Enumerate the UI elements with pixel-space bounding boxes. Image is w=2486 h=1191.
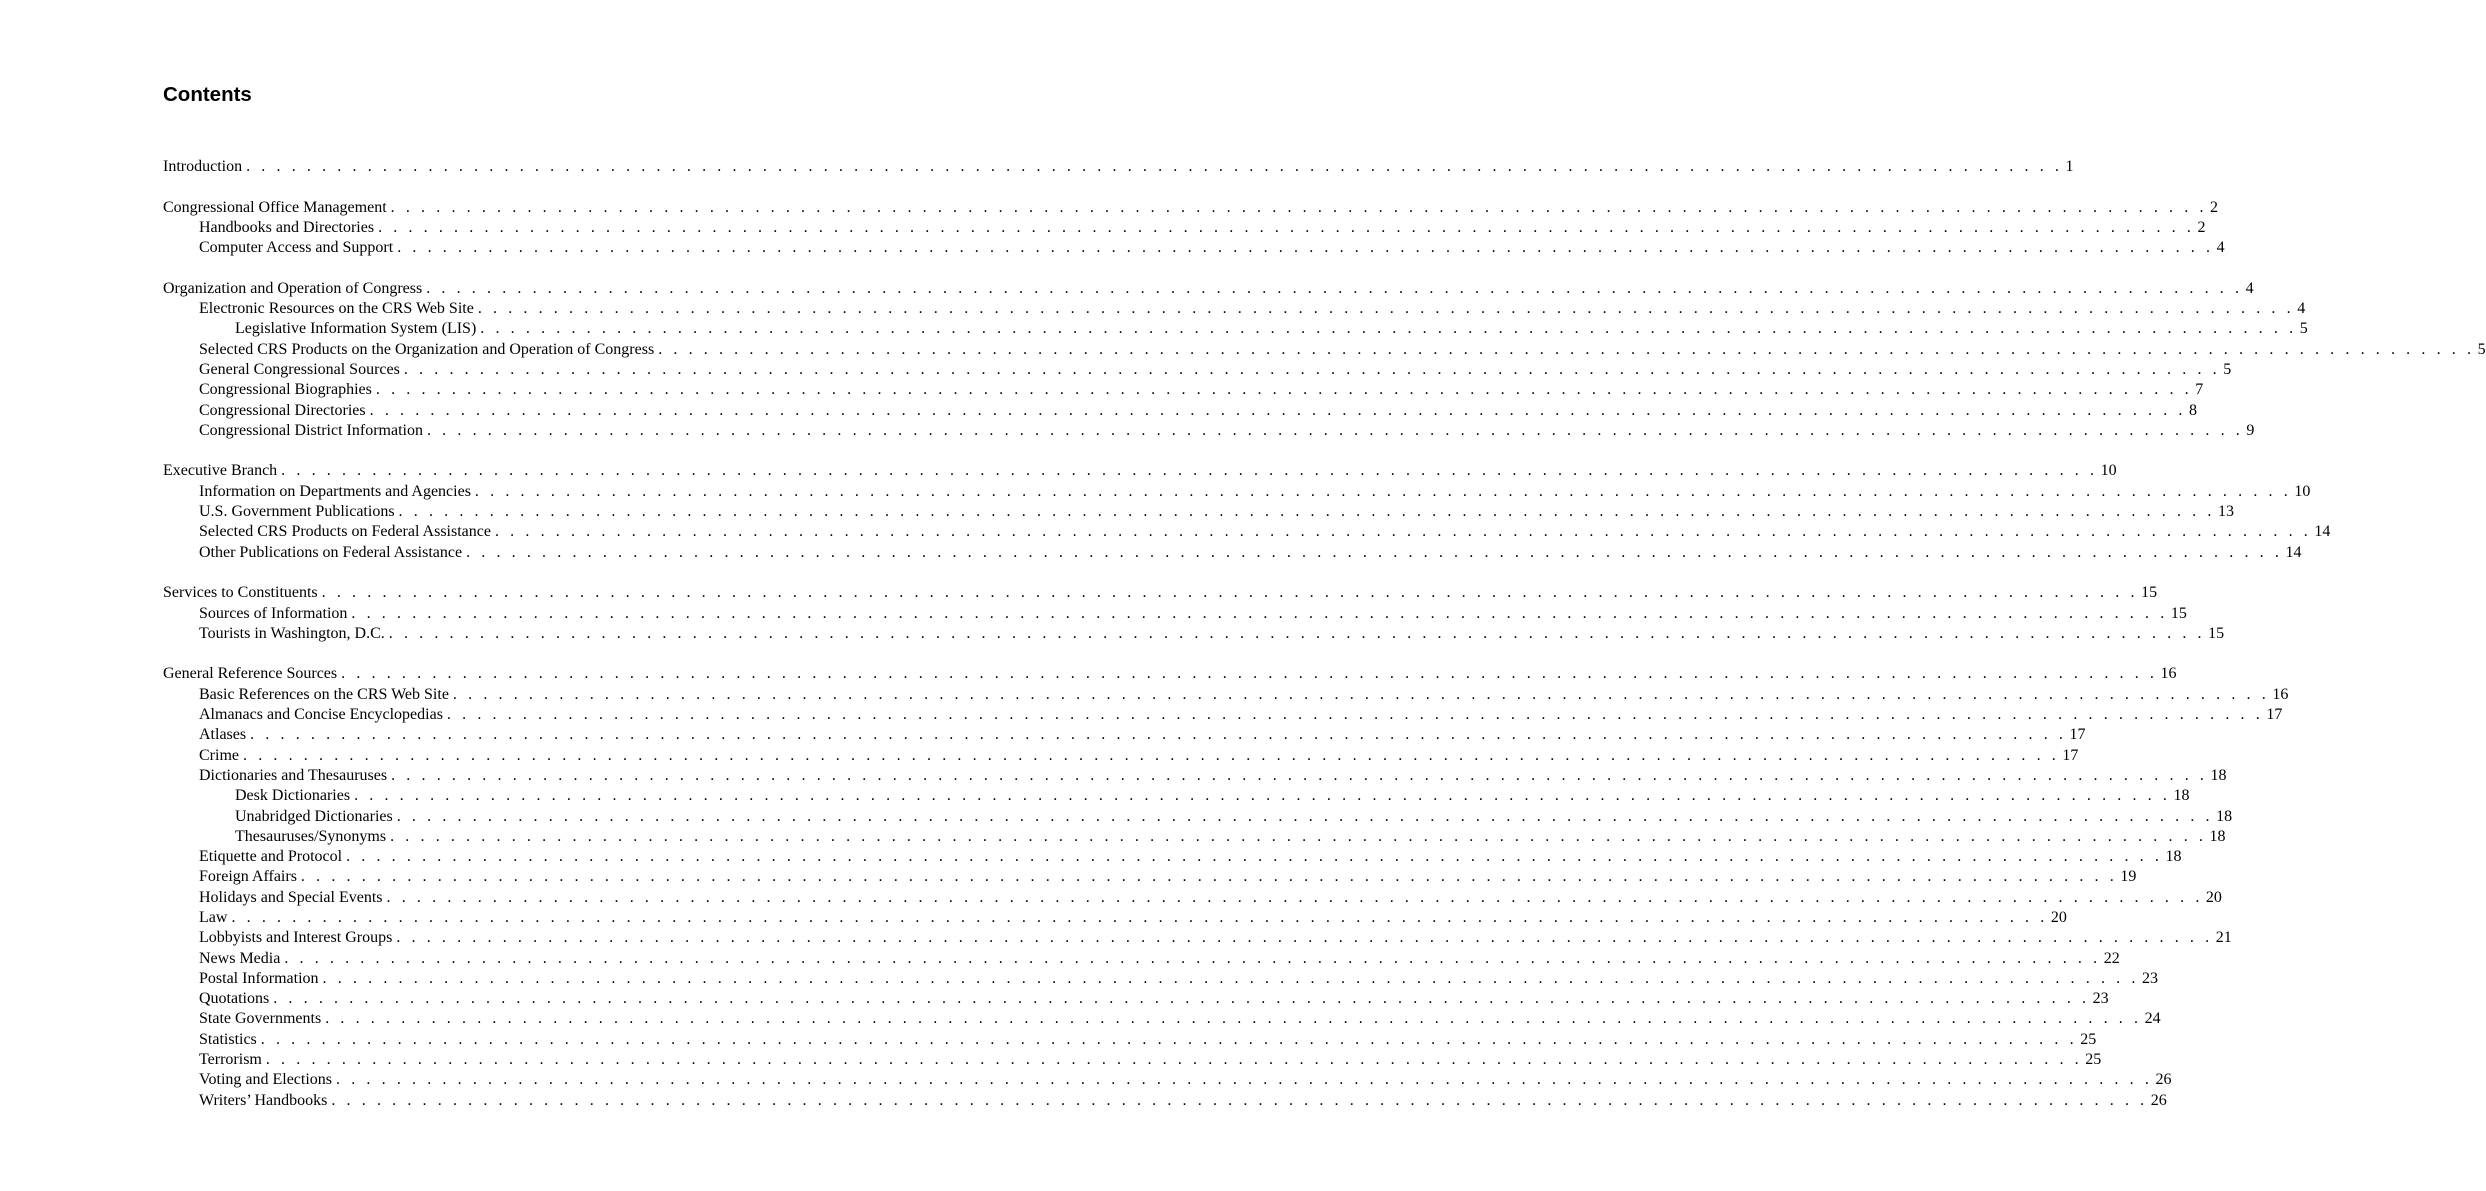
toc-entry[interactable] <box>163 1050 2102 1070</box>
toc-entry-page-number: 5 <box>2299 320 2308 338</box>
toc-entry-label: General Congressional Sources <box>199 360 400 378</box>
toc-entry-page-number: 7 <box>2195 381 2204 399</box>
dot-leader: . . . . . . . . . . . . . . . . . . . . . . . . . . . . . . . . . . . . . . . . . . . . . . . . . . . . . . . . . . . . . . . . . . . . . . . . . . . . . . . . . . . . . . . . . . . . . . . . . . . . . . . . . . . . . . . . . . . . . . . . <box>396 807 2214 825</box>
toc-entry-page-number: 25 <box>2085 1051 2102 1069</box>
toc-entry-page-number: 16 <box>2160 665 2177 683</box>
toc-entry[interactable] <box>163 583 2158 603</box>
dot-leader: . . . . . . . . . . . . . . . . . . . . . . . . . . . . . . . . . . . . . . . . . . . . . . . . . . . . . . . . . . . . . . . . . . . . . . . . . . . . . . . . . . . . . . . . . . . . . . . . . . . . . . . . . . . . . . . . . . . . . . . . <box>426 279 2243 297</box>
toc-entry-page-number: 18 <box>2165 848 2182 866</box>
toc-entry-label: Desk Dictionaries <box>235 787 351 805</box>
toc-entry[interactable] <box>163 908 2067 928</box>
dot-leader: . . . . . . . . . . . . . . . . . . . . . . . . . . . . . . . . . . . . . . . . . . . . . . . . . . . . . . . . . . . . . . . . . . . . . . . . . . . . . . . . . . . . . . . . . . . . . . . . . . . . . . . . . . . . . . . . . . . . . . . . <box>273 990 2090 1008</box>
dot-leader: . . . . . . . . . . . . . . . . . . . . . . . . . . . . . . . . . . . . . . . . . . . . . . . . . . . . . . . . . . . . . . . . . . . . . . . . . . . . . . . . . . . . . . . . . . . . . . . . . . . . . . . . . . . . . . . . . . . . . . . . <box>354 787 2171 805</box>
toc-entry-label: News Media <box>199 949 281 967</box>
toc-entry-label: Quotations <box>199 990 270 1008</box>
toc-entry-label: Introduction <box>163 158 243 175</box>
toc-entry-label: Services to Constituents <box>163 584 318 602</box>
toc-entry-label: General Reference Sources <box>163 665 338 683</box>
toc-entry-label: Congressional Biographies <box>199 381 372 399</box>
toc-entry-page-number: 19 <box>2120 868 2137 886</box>
dot-leader: . . . . . . . . . . . . . . . . . . . . . . . . . . . . . . . . . . . . . . . . . . . . . . . . . . . . . . . . . . . . . . . . . . . . . . . . . . . . . . . . . . . . . . . . . . . . . . . . . . . . . . . . . . . . . . . . . . . . . . . . <box>351 604 2168 622</box>
toc-entry[interactable] <box>163 888 2222 908</box>
dot-leader: . . . . . . . . . . . . . . . . . . . . . . . . . . . . . . . . . . . . . . . . . . . . . . . . . . . . . . . . . . . . . . . . . . . . . . . . . . . . . . . . . . . . . . . . . . . . . . . . . . . . . . . . . . . . . . . . . . . . . . . . <box>386 888 2203 906</box>
toc-entry[interactable] <box>163 604 2187 624</box>
toc-entry[interactable] <box>163 786 2190 806</box>
toc-entry[interactable] <box>163 827 2226 847</box>
toc-entry-label: Congressional District Information <box>199 421 423 439</box>
toc-entry[interactable] <box>163 705 2283 725</box>
dot-leader: . . . . . . . . . . . . . . . . . . . . . . . . . . . . . . . . . . . . . . . . . . . . . . . . . . . . . . . . . . . . . . . . . . . . . . . . . . . . . . . . . . . . . . . . . . . . . . . . . . . . . . . . . . . . . . . . . . . . . . . . <box>388 624 2206 642</box>
toc-entry[interactable] <box>163 502 2234 522</box>
contents-page <box>163 82 2486 1111</box>
toc-entry-label: Selected CRS Products on Federal Assistance <box>199 523 491 541</box>
toc-entry[interactable] <box>163 624 2225 644</box>
toc-entry-label: Etiquette and Protocol <box>199 848 343 866</box>
toc-entry-page-number: 9 <box>2246 421 2255 439</box>
toc-entry[interactable] <box>163 746 2079 766</box>
toc-entry-label: Atlases <box>199 726 247 744</box>
dot-leader: . . . . . . . . . . . . . . . . . . . . . . . . . . . . . . . . . . . . . . . . . . . . . . . . . . . . . . . . . . . . . . . . . . . . . . . . . . . . . . . . . . . . . . . . . . . . . . . . . . . . . . . . . . . . . . . . . . . . . . . . <box>390 198 2208 216</box>
toc-entry-label: Electronic Resources on the CRS Web Site <box>199 300 474 318</box>
toc-entry[interactable] <box>163 543 2302 563</box>
toc-entry[interactable] <box>163 847 2182 867</box>
toc-entry-page-number: 26 <box>2150 1091 2167 1109</box>
toc-entry[interactable] <box>163 664 2177 684</box>
toc-entry-page-number: 23 <box>2092 990 2109 1008</box>
toc-entry-page-number: 10 <box>2294 482 2311 500</box>
toc-entry-page-number: 2 <box>2210 198 2219 216</box>
dot-leader: . . . . . . . . . . . . . . . . . . . . . . . . . . . . . . . . . . . . . . . . . . . . . . . . . . . . . . . . . . . . . . . . . . . . . . . . . . . . . . . . . . . . . . . . . . . . . . . . . . . . . . . . . . . . . . . . . . . . . . . . <box>397 239 2214 257</box>
dot-leader: . . . . . . . . . . . . . . . . . . . . . . . . . . . . . . . . . . . . . . . . . . . . . . . . . . . . . . . . . . . . . . . . . . . . . . . . . . . . . . . . . . . . . . . . . . . . . . . . . . . . . . . . . . . . . . . . . . . . . . . . <box>403 360 2221 378</box>
dot-leader: . . . . . . . . . . . . . . . . . . . . . . . . . . . . . . . . . . . . . . . . . . . . . . . . . . . . . . . . . . . . . . . . . . . . . . . . . . . . . . . . . . . . . . . . . . . . . . . . . . . . . . . . . . . . . . . . . . . . . . . . <box>426 421 2244 439</box>
toc-entry-label: Computer Access and Support <box>199 239 394 257</box>
toc-entry-page-number: 1 <box>2065 158 2074 175</box>
dot-leader: . . . . . . . . . . . . . . . . . . . . . . . . . . . . . . . . . . . . . . . . . . . . . . . . . . . . . . . . . . . . . . . . . . . . . . . . . . . . . . . . . . . . . . . . . . . . . . . . . . . . . . . . . . . . . . . . . . . . . . . . <box>390 827 2207 845</box>
toc-entry[interactable] <box>163 766 2227 786</box>
toc-entry[interactable] <box>163 340 2486 360</box>
toc-entry[interactable] <box>163 421 2255 441</box>
table-of-contents <box>163 157 2486 1111</box>
toc-entry[interactable] <box>163 1009 2161 1029</box>
dot-leader: . . . . . . . . . . . . . . . . . . . . . . . . . . . . . . . . . . . . . . . . . . . . . . . . . . . . . . . . . . . . . . . . . . . . . . . . . . . . . . . . . . . . . . . . . . . . . . . . . . . . . . . . . . . . . . . . . . . . . . . . <box>321 584 2139 602</box>
toc-entry-page-number: 21 <box>2215 929 2232 947</box>
dot-leader: . . . . . . . . . . . . . . . . . . . . . . . . . . . . . . . . . . . . . . . . . . . . . . . . . . . . . . . . . . . . . . . . . . . . . . . . . . . . . . . . . . . . . . . . . . . . . . . . . . . . . . . . . . . . . . . . . . . . . . . . <box>243 746 2060 764</box>
toc-entry[interactable] <box>163 279 2254 299</box>
toc-entry-label: Tourists in Washington, D.C. <box>199 624 385 642</box>
toc-entry-page-number: 24 <box>2144 1010 2161 1028</box>
toc-entry[interactable] <box>163 949 2120 969</box>
toc-entry-page-number: 8 <box>2189 401 2198 419</box>
toc-entry-page-number: 18 <box>2173 787 2190 805</box>
toc-entry[interactable] <box>163 807 2233 827</box>
dot-leader: . . . . . . . . . . . . . . . . . . . . . . . . . . . . . . . . . . . . . . . . . . . . . . . . . . . . . . . . . . . . . . . . . . . . . . . . . . . . . . . . . . . . . . . . . . . . . . . . . . . . . . . . . . . . . . . . . . . . . . . . <box>231 908 2048 926</box>
dot-leader: . . . . . . . . . . . . . . . . . . . . . . . . . . . . . . . . . . . . . . . . . . . . . . . . . . . . . . . . . . . . . . . . . . . . . . . . . . . . . . . . . . . . . . . . . . . . . . . . . . . . . . . . . . . . . . . . . . . . . . . . <box>265 1051 2083 1069</box>
dot-leader: . . . . . . . . . . . . . . . . . . . . . . . . . . . . . . . . . . . . . . . . . . . . . . . . . . . . . . . . . . . . . . . . . . . . . . . . . . . . . . . . . . . . . . . . . . . . . . . . . . . . . . . . . . . . . . . . . . . . . . . . <box>281 462 2098 480</box>
toc-entry[interactable] <box>163 685 2289 705</box>
dot-leader: . . . . . . . . . . . . . . . . . . . . . . . . . . . . . . . . . . . . . . . . . . . . . . . . . . . . . . . . . . . . . . . . . . . . . . . . . . . . . . . . . . . . . . . . . . . . . . . . . . . . . . . . . . . . . . . . . . . . . . . . <box>658 340 2475 358</box>
toc-entry-label: Law <box>199 908 228 926</box>
toc-entry-page-number: 4 <box>2245 279 2254 297</box>
dot-leader: . . . . . . . . . . . . . . . . . . . . . . . . . . . . . . . . . . . . . . . . . . . . . . . . . . . . . . . . . . . . . . . . . . . . . . . . . . . . . . . . . . . . . . . . . . . . . . . . . . . . . . . . . . . . . . . . . . . . . . . . <box>325 1010 2142 1028</box>
toc-entry-label: Writers’ Handbooks <box>199 1091 328 1109</box>
dot-leader: . . . . . . . . . . . . . . . . . . . . . . . . . . . . . . . . . . . . . . . . . . . . . . . . . . . . . . . . . . . . . . . . . . . . . . . . . . . . . . . . . . . . . . . . . . . . . . . . . . . . . . . . . . . . . . . . . . . . . . . . <box>284 949 2101 967</box>
dot-leader: . . . . . . . . . . . . . . . . . . . . . . . . . . . . . . . . . . . . . . . . . . . . . . . . . . . . . . . . . . . . . . . . . . . . . . . . . . . . . . . . . . . . . . . . . . . . . . . . . . . . . . . . . . . . . . . . . . . . . . . . <box>466 543 2283 561</box>
toc-entry-label: Voting and Elections <box>199 1071 333 1089</box>
toc-entry[interactable] <box>163 1070 2172 1090</box>
toc-entry-label: Unabridged Dictionaries <box>235 807 393 825</box>
toc-entry-page-number: 17 <box>2266 706 2283 724</box>
toc-entry[interactable] <box>163 380 2204 400</box>
dot-leader: . . . . . . . . . . . . . . . . . . . . . . . . . . . . . . . . . . . . . . . . . . . . . . . . . . . . . . . . . . . . . . . . . . . . . . . . . . . . . . . . . . . . . . . . . . . . . . . . . . . . . . . . . . . . . . . . . . . . . . . . <box>375 381 2193 399</box>
toc-entry[interactable] <box>163 1091 2167 1111</box>
dot-leader: . . . . . . . . . . . . . . . . . . . . . . . . . . . . . . . . . . . . . . . . . . . . . . . . . . . . . . . . . . . . . . . . . . . . . . . . . . . . . . . . . . . . . . . . . . . . . . . . . . . . . . . . . . . . . . . . . . . . . . . . <box>331 1091 2148 1109</box>
toc-entry-label: Lobbyists and Interest Groups <box>199 929 393 947</box>
dot-leader: . . . . . . . . . . . . . . . . . . . . . . . . . . . . . . . . . . . . . . . . . . . . . . . . . . . . . . . . . . . . . . . . . . . . . . . . . . . . . . . . . . . . . . . . . . . . . . . . . . . . . . . . . . . . . . . . . . . . . . . . <box>336 1071 2153 1089</box>
toc-entry-page-number: 4 <box>2297 300 2306 318</box>
toc-entry-label: Statistics <box>199 1030 257 1048</box>
toc-entry-page-number: 15 <box>2208 624 2225 642</box>
dot-leader: . . . . . . . . . . . . . . . . . . . . . . . . . . . . . . . . . . . . . . . . . . . . . . . . . . . . . . . . . . . . . . . . . . . . . . . . . . . . . . . . . . . . . . . . . . . . . . . . . . . . . . . . . . . . . . . . . . . . . . . . <box>369 401 2187 419</box>
toc-entry-page-number: 15 <box>2170 604 2187 622</box>
toc-entry[interactable] <box>163 928 2232 948</box>
toc-entry-label: Congressional Office Management <box>163 198 387 216</box>
toc-entry-page-number: 15 <box>2141 584 2158 602</box>
toc-entry-page-number: 25 <box>2080 1030 2097 1048</box>
toc-entry-label: Other Publications on Federal Assistance <box>199 543 463 561</box>
page-title: Contents <box>163 83 252 106</box>
toc-entry-label: Dictionaries and Thesauruses <box>199 766 388 784</box>
toc-entry-label: Foreign Affairs <box>199 868 297 886</box>
toc-entry-page-number: 20 <box>2205 888 2222 906</box>
toc-entry[interactable] <box>163 725 2086 745</box>
toc-entry-label: Thesauruses/Synonyms <box>235 827 387 845</box>
toc-entry[interactable] <box>163 319 2308 339</box>
toc-entry-label: Legislative Information System (LIS) <box>235 320 477 338</box>
toc-entry[interactable] <box>163 989 2109 1009</box>
toc-entry-page-number: 17 <box>2062 746 2079 764</box>
toc-entry-page-number: 16 <box>2272 685 2289 703</box>
toc-entry[interactable] <box>163 299 2306 319</box>
toc-entry-page-number: 18 <box>2210 766 2227 784</box>
toc-entry-label: Basic References on the CRS Web Site <box>199 685 449 703</box>
dot-leader: . . . . . . . . . . . . . . . . . . . . . . . . . . . . . . . . . . . . . . . . . . . . . . . . . . . . . . . . . . . . . . . . . . . . . . . . . . . . . . . . . . . . . . . . . . . . . . . . . . . . . . . . . . . . . . . . . . . . . . . . <box>378 218 2195 236</box>
toc-entry[interactable] <box>163 238 2225 258</box>
toc-entry-page-number: 4 <box>2216 239 2225 257</box>
toc-entry[interactable] <box>163 218 2206 238</box>
dot-leader: . . . . . . . . . . . . . . . . . . . . . . . . . . . . . . . . . . . . . . . . . . . . . . . . . . . . . . . . . . . . . . . . . . . . . . . . . . . . . . . . . . . . . . . . . . . . . . . . . . . . . . . . . . . . . . . . . . . . . . . . <box>260 1030 2078 1048</box>
toc-entry-label: Congressional Directories <box>199 401 366 419</box>
dot-leader: . . . . . . . . . . . . . . . . . . . . . . . . . . . . . . . . . . . . . . . . . . . . . . . . . . . . . . . . . . . . . . . . . . . . . . . . . . . . . . . . . . . . . . . . . . . . . . . . . . . . . . . . . . . . . . . . . . . . . . . . <box>246 158 2063 175</box>
toc-entry-page-number: 2 <box>2197 218 2206 236</box>
dot-leader: . . . . . . . . . . . . . . . . . . . . . . . . . . . . . . . . . . . . . . . . . . . . . . . . . . . . . . . . . . . . . . . . . . . . . . . . . . . . . . . . . . . . . . . . . . . . . . . . . . . . . . . . . . . . . . . . . . . . . . . . <box>480 320 2297 338</box>
dot-leader: . . . . . . . . . . . . . . . . . . . . . . . . . . . . . . . . . . . . . . . . . . . . . . . . . . . . . . . . . . . . . . . . . . . . . . . . . . . . . . . . . . . . . . . . . . . . . . . . . . . . . . . . . . . . . . . . . . . . . . . . <box>452 685 2270 703</box>
toc-entry-page-number: 10 <box>2100 462 2117 480</box>
dot-leader: . . . . . . . . . . . . . . . . . . . . . . . . . . . . . . . . . . . . . . . . . . . . . . . . . . . . . . . . . . . . . . . . . . . . . . . . . . . . . . . . . . . . . . . . . . . . . . . . . . . . . . . . . . . . . . . . . . . . . . . . <box>474 482 2292 500</box>
toc-entry-page-number: 26 <box>2155 1071 2172 1089</box>
dot-leader: . . . . . . . . . . . . . . . . . . . . . . . . . . . . . . . . . . . . . . . . . . . . . . . . . . . . . . . . . . . . . . . . . . . . . . . . . . . . . . . . . . . . . . . . . . . . . . . . . . . . . . . . . . . . . . . . . . . . . . . . <box>396 929 2213 947</box>
toc-entry[interactable] <box>163 482 2311 502</box>
toc-entry[interactable] <box>163 198 2219 218</box>
toc-entry-page-number: 23 <box>2141 969 2158 987</box>
toc-entry-label: Postal Information <box>199 969 319 987</box>
toc-entry[interactable] <box>163 157 2074 177</box>
dot-leader: . . . . . . . . . . . . . . . . . . . . . . . . . . . . . . . . . . . . . . . . . . . . . . . . . . . . . . . . . . . . . . . . . . . . . . . . . . . . . . . . . . . . . . . . . . . . . . . . . . . . . . . . . . . . . . . . . . . . . . . . <box>391 766 2208 784</box>
toc-entry-page-number: 22 <box>2103 949 2120 967</box>
dot-leader: . . . . . . . . . . . . . . . . . . . . . . . . . . . . . . . . . . . . . . . . . . . . . . . . . . . . . . . . . . . . . . . . . . . . . . . . . . . . . . . . . . . . . . . . . . . . . . . . . . . . . . . . . . . . . . . . . . . . . . . . <box>322 969 2139 987</box>
dot-leader: . . . . . . . . . . . . . . . . . . . . . . . . . . . . . . . . . . . . . . . . . . . . . . . . . . . . . . . . . . . . . . . . . . . . . . . . . . . . . . . . . . . . . . . . . . . . . . . . . . . . . . . . . . . . . . . . . . . . . . . . <box>398 503 2215 521</box>
toc-entry-page-number: 17 <box>2069 726 2086 744</box>
toc-entry-page-number: 18 <box>2216 807 2233 825</box>
toc-entry[interactable] <box>163 969 2158 989</box>
toc-entry-page-number: 18 <box>2209 827 2226 845</box>
toc-entry-label: Handbooks and Directories <box>199 218 375 236</box>
toc-entry-label: Crime <box>199 746 239 764</box>
toc-entry[interactable] <box>163 461 2117 481</box>
toc-entry-label: U.S. Government Publications <box>199 503 395 521</box>
toc-entry-page-number: 13 <box>2217 503 2234 521</box>
toc-entry-label: Terrorism <box>199 1051 262 1069</box>
toc-entry-label: Executive Branch <box>163 462 278 480</box>
toc-entry-label: Information on Departments and Agencies <box>199 482 471 500</box>
dot-leader: . . . . . . . . . . . . . . . . . . . . . . . . . . . . . . . . . . . . . . . . . . . . . . . . . . . . . . . . . . . . . . . . . . . . . . . . . . . . . . . . . . . . . . . . . . . . . . . . . . . . . . . . . . . . . . . . . . . . . . . . <box>446 706 2264 724</box>
toc-entry-label: Organization and Operation of Congress <box>163 279 423 297</box>
dot-leader: . . . . . . . . . . . . . . . . . . . . . . . . . . . . . . . . . . . . . . . . . . . . . . . . . . . . . . . . . . . . . . . . . . . . . . . . . . . . . . . . . . . . . . . . . . . . . . . . . . . . . . . . . . . . . . . . . . . . . . . . <box>341 665 2158 683</box>
dot-leader: . . . . . . . . . . . . . . . . . . . . . . . . . . . . . . . . . . . . . . . . . . . . . . . . . . . . . . . . . . . . . . . . . . . . . . . . . . . . . . . . . . . . . . . . . . . . . . . . . . . . . . . . . . . . . . . . . . . . . . . . <box>300 868 2118 886</box>
toc-entry-label: Selected CRS Products on the Organization and Operation of Congress <box>199 340 655 358</box>
toc-entry-page-number: 20 <box>2050 908 2067 926</box>
toc-entry-page-number: 14 <box>2314 523 2331 541</box>
toc-entry-page-number: 5 <box>2223 360 2232 378</box>
toc-entry-label: State Governments <box>199 1010 322 1028</box>
toc-entry[interactable] <box>163 360 2232 380</box>
toc-entry[interactable] <box>163 867 2137 887</box>
toc-entry[interactable] <box>163 522 2331 542</box>
dot-leader: . . . . . . . . . . . . . . . . . . . . . . . . . . . . . . . . . . . . . . . . . . . . . . . . . . . . . . . . . . . . . . . . . . . . . . . . . . . . . . . . . . . . . . . . . . . . . . . . . . . . . . . . . . . . . . . . . . . . . . . . <box>494 523 2312 541</box>
toc-entry[interactable] <box>163 1030 2097 1050</box>
toc-entry-label: Almanacs and Concise Encyclopedias <box>199 706 443 724</box>
toc-entry-label: Holidays and Special Events <box>199 888 383 906</box>
toc-entry-page-number: 5 <box>2477 340 2486 358</box>
toc-entry-page-number: 14 <box>2285 543 2302 561</box>
toc-entry[interactable] <box>163 401 2198 421</box>
dot-leader: . . . . . . . . . . . . . . . . . . . . . . . . . . . . . . . . . . . . . . . . . . . . . . . . . . . . . . . . . . . . . . . . . . . . . . . . . . . . . . . . . . . . . . . . . . . . . . . . . . . . . . . . . . . . . . . . . . . . . . . . <box>477 300 2295 318</box>
dot-leader: . . . . . . . . . . . . . . . . . . . . . . . . . . . . . . . . . . . . . . . . . . . . . . . . . . . . . . . . . . . . . . . . . . . . . . . . . . . . . . . . . . . . . . . . . . . . . . . . . . . . . . . . . . . . . . . . . . . . . . . . <box>250 726 2067 744</box>
dot-leader: . . . . . . . . . . . . . . . . . . . . . . . . . . . . . . . . . . . . . . . . . . . . . . . . . . . . . . . . . . . . . . . . . . . . . . . . . . . . . . . . . . . . . . . . . . . . . . . . . . . . . . . . . . . . . . . . . . . . . . . . <box>346 848 2163 866</box>
toc-entry-label: Sources of Information <box>199 604 348 622</box>
